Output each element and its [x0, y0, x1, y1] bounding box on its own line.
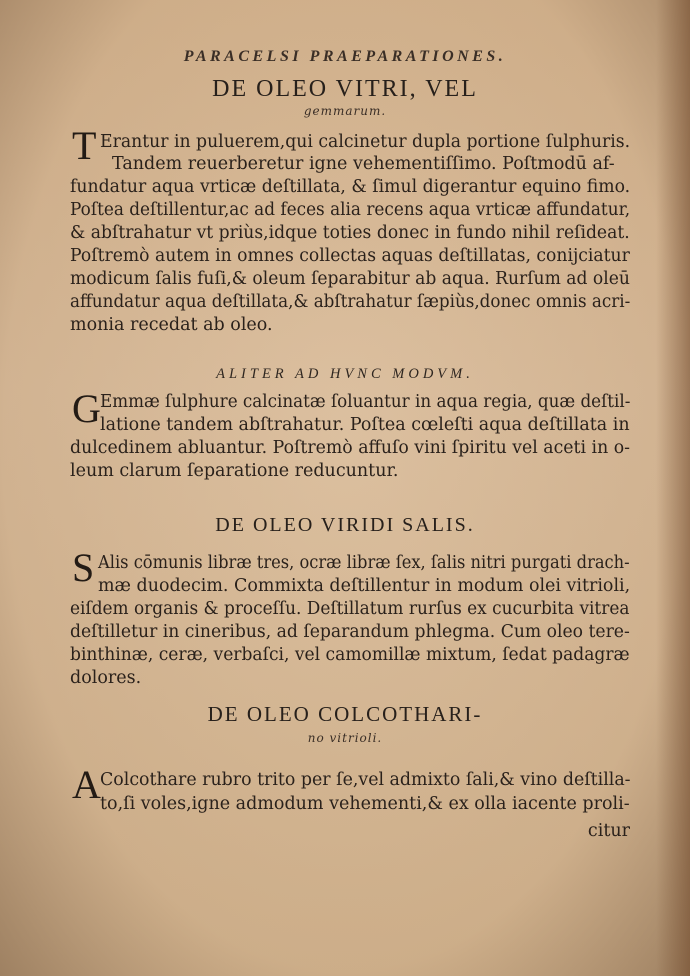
dropcap-t: T	[72, 123, 97, 168]
text-line: eiſdem organis & proceſſu. Deſtillatum rurſus ex cucurbita vitrea	[70, 599, 630, 619]
text-line: Colcothare rubro trito per ſe,vel admixto ſali,& vino deſtilla-	[100, 770, 631, 790]
catchword: citur	[587, 821, 630, 841]
dropcap-a: A	[72, 762, 101, 807]
text-line: modicum ſalis fuſi,& oleum ſeparabitur ab aqua. Rurſum ad oleū	[70, 269, 630, 289]
text-line: Erantur in puluerem,qui calcinetur dupla portione ſulphuris.	[100, 132, 631, 152]
text-line: binthinæ, ceræ, verbaſci, vel camomillæ mixtum, ſedat padagræ	[70, 645, 630, 665]
text-line: Alis cōmunis libræ tres, ocræ libræ ſex, ſalis nitri purgati drach-	[98, 553, 630, 573]
section-heading-aliter: ALITER AD HVNC MODVM.	[216, 366, 474, 382]
dropcap-g: G	[72, 386, 101, 431]
text-line: & abſtrahatur vt priùs,idque toties donec in fundo nihil reſideat.	[70, 223, 630, 243]
dropcap-s: S	[72, 545, 95, 590]
text-line: affundatur aqua deſtillata,& abſtrahatur ſæpiùs,donec omnis acri-	[70, 292, 631, 312]
text-line: to,ſi voles,igne admodum vehementi,& ex olla iacente proli-	[100, 794, 630, 814]
text-line: dulcedinem abluantur. Poſtremò affuſo vini ſpiritu vel aceti in o-	[70, 438, 630, 458]
section-title-oleo-vitri: DE OLEO VITRI, VEL	[212, 76, 478, 102]
section-title-oleo-viridi: DE OLEO VIRIDI SALIS.	[215, 514, 475, 536]
text-line: mæ duodecim. Commixta deſtillentur in modum olei vitrioli,	[98, 576, 631, 596]
text-line: fundatur aqua vrticæ deſtillata, & ſimul digerantur equino fimo.	[70, 177, 631, 197]
text-line: Emmæ ſulphure calcinatæ ſoluantur in aqua regia, quæ deſtil-	[100, 392, 631, 412]
text-line: latione tandem abſtrahatur. Poſtea cœleſti aqua deſtillata in	[100, 415, 630, 435]
text-line: Tandem reuerberetur igne vehementiſſimo. Poſtmodū af-	[112, 154, 615, 174]
section-subtitle-vitrioli: no vitrioli.	[307, 731, 383, 745]
running-head: PARACELSI PRAEPARATIONES.	[183, 48, 507, 65]
section-subtitle-gemmarum: gemmarum.	[303, 104, 387, 118]
text-line: Poſtremò autem in omnes collectas aquas deſtillatas, conijciatur	[70, 246, 630, 266]
text-line: leum clarum ſeparatione reducuntur.	[70, 461, 399, 481]
text-line: Poſtea deſtillentur,ac ad feces alia recens aqua vrticæ affundatur,	[70, 200, 631, 220]
text-line: dolores.	[70, 668, 142, 688]
section-title-oleo-colcothari: DE OLEO COLCOTHARI-	[207, 702, 483, 726]
text-line: deſtilletur in cineribus, ad ſeparandum phlegma. Cum oleo tere-	[70, 622, 630, 642]
text-line: monia recedat ab oleo.	[70, 315, 273, 335]
